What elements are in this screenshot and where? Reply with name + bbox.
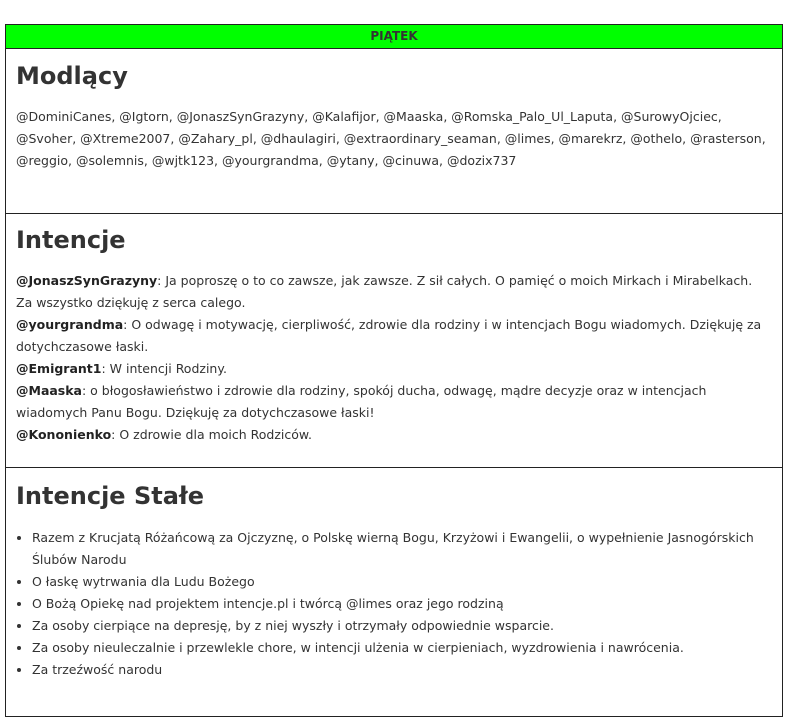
praying-users-list: @DominiCanes, @Igtorn, @JonaszSynGrazyny, @Kalafijor, @Maaska, @Romska_Palo_Ul_Laputa, @SurowyOjciec, @Svoher, @Xtreme2007, @Zahary_pl, @dhaulagiri, @extraordinary_seaman, @limes, @marekrz, @othelo, @rasterson, @reggio, @solemnis, @wjtk123, @yourgrandma, @ytany, @cinuwa, @dozix737 [16,109,766,168]
section-modlacy [6,49,782,214]
intention-text: : Ja poproszę o to co zawsze, jak zawsze. Z sił całych. O pamięć o moich Mirkach i Mirabelkach. Za wszystko dziękuję z serca calego. [16,273,753,310]
list-item: • O Bożą Opiekę nad projektem intencje.pl i twórcą @limes oraz jego rodziną [32,593,772,615]
section-intencje-stale [6,468,782,681]
intention-item [16,270,772,314]
intention-text: : o błogosławieństwo i zdrowie dla rodziny, spokój ducha, odwagę, mądre decyzje oraz w intencjach wiadomych Panu Bogu. Dziękuję za dotychczasowe łaski! [16,383,707,420]
list-item: • Za trzeźwość narodu [32,659,772,681]
list-item: • Razem z Krucjatą Różańcową za Ojczyznę, o Polskę wierną Bogu, Krzyżowi i Ewangelii, o wypełnienie Jasnogórskich Ślubów Narodu [32,527,772,571]
list-item: • Za osoby cierpiące na depresję, by z niej wyszły i otrzymały odpowiednie wsparcie. [32,615,772,637]
intention-author: @Emigrant1 [16,361,102,376]
day-card [5,24,783,717]
day-header: PIĄTEK [6,25,782,49]
intentions-list [16,270,772,446]
section-intencje [6,214,782,468]
intention-text: : O zdrowie dla moich Rodziców. [111,427,312,442]
list-item: • O łaskę wytrwania dla Ludu Bożego [32,571,772,593]
intention-author: @yourgrandma [16,317,124,332]
standing-intentions-list [16,527,772,681]
intention-author: @Kononienko [16,427,112,442]
section-title-intencje-stale: Intencje Stałe [16,482,205,510]
intention-text: : W intencji Rodziny. [101,361,227,376]
intention-item [16,314,772,358]
intention-item [16,424,772,446]
intention-author: @JonaszSynGrazyny [16,273,158,288]
intention-text: : O odwagę i motywację, cierpliwość, zdrowie dla rodziny i w intencjach Bogu wiadomych. Dziękuję za dotychczasowe łaski. [16,317,762,354]
intention-item [16,380,772,424]
list-item: • Za osoby nieuleczalnie i przewlekle chore, w intencji ulżenia w cierpieniach, wyzdrowienia i nawrócenia. [32,637,772,659]
section-title-modlacy: Modlący [16,62,128,90]
section-title-intencje: Intencje [16,226,126,254]
intention-item [16,358,772,380]
intention-author: @Maaska [16,383,82,398]
